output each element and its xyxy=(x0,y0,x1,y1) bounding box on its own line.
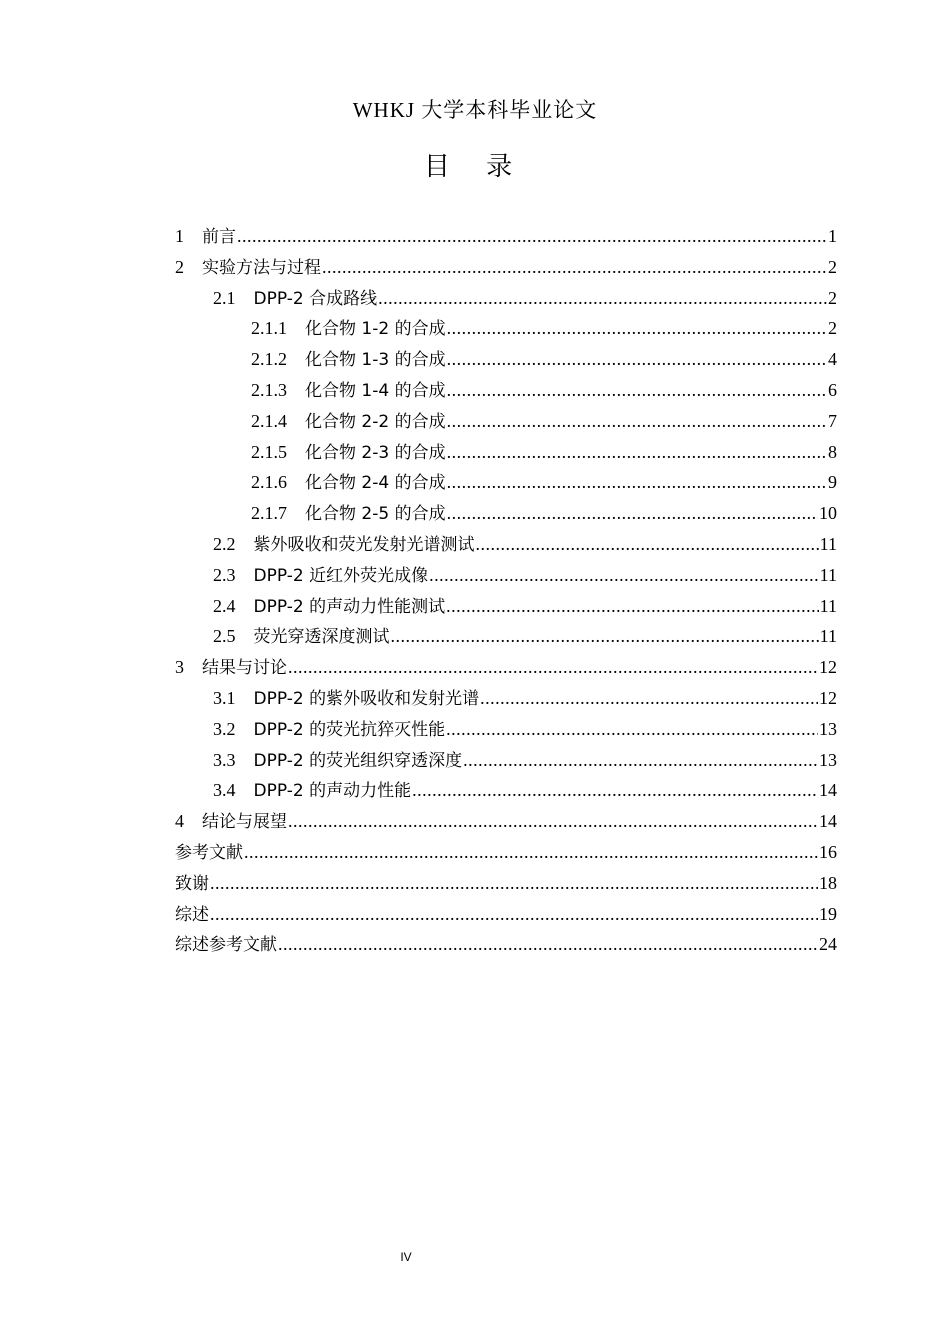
toc-entry-number: 2.4 xyxy=(213,595,236,616)
toc-dot-leader xyxy=(288,652,818,683)
toc-entry-number: 1 xyxy=(175,226,184,246)
toc-entry-number: 3.4 xyxy=(213,780,236,801)
toc-dot-leader xyxy=(244,837,818,868)
toc-entry-number: 2 xyxy=(175,256,184,277)
toc-entry-page: 13 xyxy=(819,718,837,739)
toc-dot-leader xyxy=(447,313,827,344)
toc-entry-number: 2.1.7 xyxy=(251,503,287,524)
toc-entry-label: 化合物 2-4 的合成 xyxy=(305,473,446,494)
toc-entry[interactable] xyxy=(175,283,837,314)
toc-dot-leader xyxy=(429,560,819,591)
toc-dot-leader xyxy=(288,806,818,837)
toc-dot-leader xyxy=(210,899,818,930)
toc-entry-page: 6 xyxy=(828,379,837,400)
toc-entry-label: DPP-2 的荧光组织穿透深度 xyxy=(253,750,463,771)
toc-entry-page: 11 xyxy=(819,595,837,616)
toc-entry-number: 2.1.6 xyxy=(251,472,287,493)
toc-entry-page: 1 xyxy=(828,226,837,246)
toc-entry[interactable] xyxy=(175,344,837,375)
toc-dot-leader xyxy=(447,437,827,468)
toc-entry-number: 2.1 xyxy=(213,287,236,308)
toc-entry-number: 2.1.5 xyxy=(251,441,287,462)
toc-entry-page: 12 xyxy=(819,657,837,678)
toc-dot-leader xyxy=(378,283,827,314)
toc-entry[interactable] xyxy=(175,560,837,591)
toc-entry-number: 4 xyxy=(175,811,184,832)
toc-entry-page: 11 xyxy=(819,533,837,554)
toc-entry-page: 11 xyxy=(819,626,837,647)
toc-entry[interactable] xyxy=(175,375,837,406)
toc-entry-number: 2.5 xyxy=(213,626,236,647)
toc-entry[interactable] xyxy=(175,529,837,560)
toc-entry-page: 24 xyxy=(819,934,837,955)
toc-entry-page: 8 xyxy=(828,441,837,462)
toc-entry-number: 3 xyxy=(175,657,184,678)
toc-entry[interactable] xyxy=(175,683,837,714)
toc-entry[interactable] xyxy=(175,591,837,622)
toc-entry-number: 3.3 xyxy=(213,749,236,770)
toc-entry-label: 化合物 2-2 的合成 xyxy=(305,411,446,432)
toc-entry-label: DPP-2 近红外荧光成像 xyxy=(253,565,429,586)
toc-entry-number: 2.3 xyxy=(213,564,236,585)
toc-entry-page: 14 xyxy=(819,811,837,832)
toc-entry[interactable] xyxy=(175,806,837,837)
toc-dot-leader xyxy=(391,621,819,652)
toc-entry-page: 16 xyxy=(819,841,837,862)
document-header: WHKJ 大学本科毕业论文 xyxy=(352,98,598,122)
toc-entry[interactable] xyxy=(175,498,837,529)
toc-dot-leader xyxy=(278,929,818,960)
toc-entry-label: 综述参考文献 xyxy=(175,935,277,956)
toc-entry-number: 2.2 xyxy=(213,533,236,554)
toc-entry-label: DPP-2 的声动力性能 xyxy=(253,781,412,802)
toc-entry-page: 2 xyxy=(828,287,837,308)
toc-entry-label: 结论与展望 xyxy=(202,812,287,833)
toc-entry-label: 结果与讨论 xyxy=(202,658,287,679)
toc-entry-page: 13 xyxy=(819,749,837,770)
toc-entry[interactable] xyxy=(175,714,837,745)
toc-entry-number: 2.1.1 xyxy=(251,318,287,339)
toc-entry[interactable] xyxy=(175,837,837,868)
toc-entry[interactable] xyxy=(175,621,837,652)
toc-entry-label: 实验方法与过程 xyxy=(202,257,321,278)
table-of-contents xyxy=(175,221,837,960)
toc-entry-page: 9 xyxy=(828,472,837,493)
toc-entry[interactable] xyxy=(175,745,837,776)
toc-dot-leader xyxy=(447,406,827,437)
toc-dot-leader xyxy=(447,467,827,498)
toc-dot-leader xyxy=(447,375,827,406)
toc-entry-label: DPP-2 的声动力性能测试 xyxy=(253,596,446,617)
toc-entry-label: DPP-2 的荧光抗猝灭性能 xyxy=(253,719,446,740)
toc-entry-label: 致谢 xyxy=(175,873,209,894)
toc-entry-number: 3.2 xyxy=(213,718,236,739)
toc-entry[interactable] xyxy=(175,868,837,899)
toc-entry-page: 10 xyxy=(819,503,837,524)
toc-entry[interactable] xyxy=(175,899,837,930)
toc-entry-page: 4 xyxy=(828,349,837,370)
toc-entry-page: 2 xyxy=(828,256,837,277)
toc-entry-page: 12 xyxy=(819,687,837,708)
toc-title: 目 录 xyxy=(423,152,527,182)
toc-entry-label: 荧光穿透深度测试 xyxy=(253,627,390,648)
toc-entry-label: 参考文献 xyxy=(175,842,243,863)
toc-entry-label: 化合物 1-2 的合成 xyxy=(305,319,446,340)
toc-dot-leader xyxy=(322,252,827,283)
toc-entry-page: 2 xyxy=(828,318,837,339)
toc-dot-leader xyxy=(447,498,818,529)
toc-entry-label: 前言 xyxy=(202,227,236,247)
toc-entry[interactable] xyxy=(175,775,837,806)
toc-entry-label: DPP-2 合成路线 xyxy=(253,288,378,309)
toc-entry-label: DPP-2 的紫外吸收和发射光谱 xyxy=(253,688,480,709)
toc-entry-label: 综述 xyxy=(175,904,209,925)
toc-entry[interactable] xyxy=(175,406,837,437)
toc-entry-number: 2.1.2 xyxy=(251,349,287,370)
toc-entry-number: 3.1 xyxy=(213,687,236,708)
toc-entry[interactable] xyxy=(175,437,837,468)
toc-entry-page: 7 xyxy=(828,410,837,431)
toc-dot-leader xyxy=(476,529,819,560)
toc-entry-page: 14 xyxy=(819,780,837,801)
toc-entry-number: 2.1.3 xyxy=(251,379,287,400)
toc-entry[interactable] xyxy=(175,252,837,283)
toc-dot-leader xyxy=(237,221,827,252)
toc-dot-leader xyxy=(446,591,819,622)
toc-entry-label: 化合物 1-3 的合成 xyxy=(305,350,446,371)
toc-dot-leader xyxy=(480,683,818,714)
toc-entry-page: 19 xyxy=(819,903,837,924)
toc-dot-leader xyxy=(446,714,818,745)
toc-entry[interactable] xyxy=(175,313,837,344)
toc-entry-page: 18 xyxy=(819,872,837,893)
toc-entry[interactable] xyxy=(175,467,837,498)
toc-entry-label: 化合物 1-4 的合成 xyxy=(305,380,446,401)
toc-dot-leader xyxy=(463,745,818,776)
toc-entry[interactable] xyxy=(175,652,837,683)
toc-entry-label: 化合物 2-3 的合成 xyxy=(305,442,446,463)
toc-entry-label: 化合物 2-5 的合成 xyxy=(305,504,446,525)
toc-dot-leader xyxy=(412,775,818,806)
toc-entry[interactable] xyxy=(175,221,837,252)
toc-dot-leader xyxy=(210,868,818,899)
toc-entry[interactable] xyxy=(175,929,837,960)
page-number-footer: IV xyxy=(400,1250,412,1264)
toc-entry-label: 紫外吸收和荧光发射光谱测试 xyxy=(253,534,475,555)
toc-dot-leader xyxy=(447,344,827,375)
toc-entry-number: 2.1.4 xyxy=(251,410,287,431)
toc-entry-page: 11 xyxy=(819,564,837,585)
